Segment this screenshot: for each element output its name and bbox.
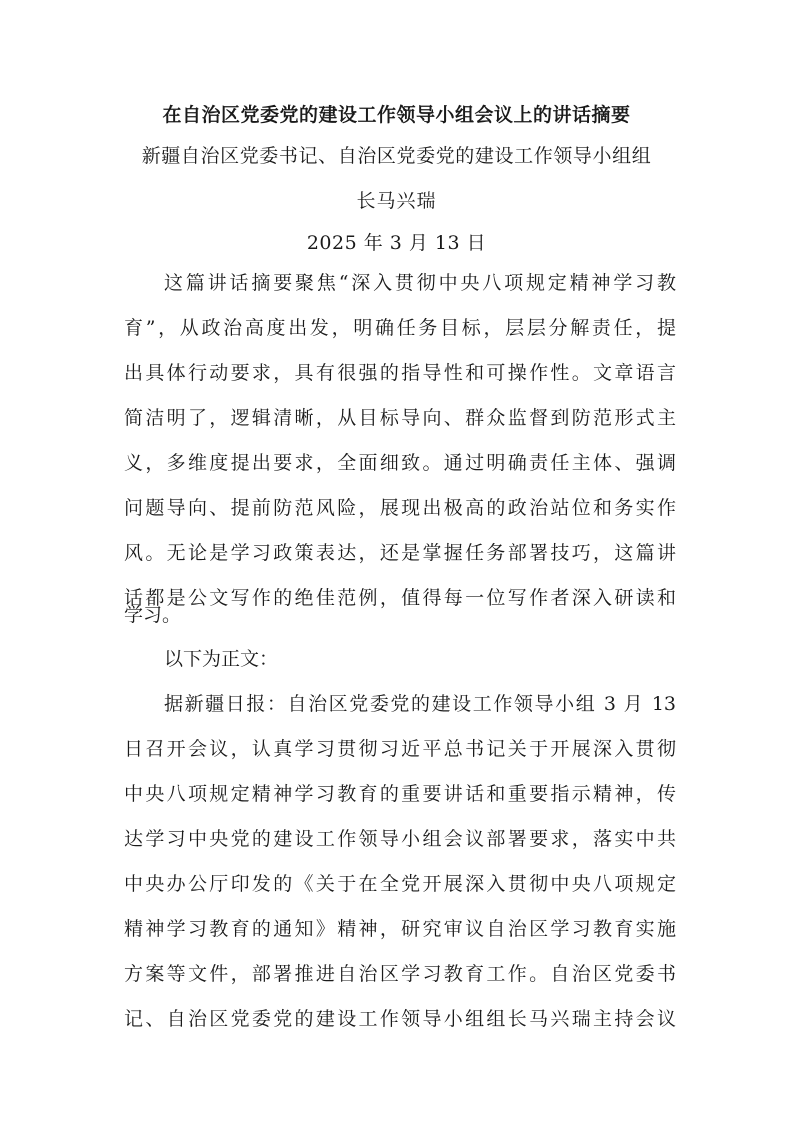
author-line-2: 长马兴瑞 (356, 190, 437, 212)
intro-line: 出具体行动要求，具有很强的指导性和可操作性。文章语言 (124, 362, 676, 384)
body-line: 日召开会议，认真学习贯彻习近平总书记关于开展深入贯彻 (124, 738, 676, 760)
document-title: 在自治区党委党的建设工作领导小组会议上的讲话摘要 (162, 104, 631, 126)
body-line: 中央八项规定精神学习教育的重要讲话和重要指示精神，传 (124, 783, 676, 805)
intro-line: 风。无论是学习政策表达，还是掌握任务部署技巧，这篇讲 (124, 542, 676, 564)
author-line-1: 新疆自治区党委书记、自治区党委党的建设工作领导小组组 (141, 145, 652, 167)
intro-line: 育”，从政治高度出发，明确任务目标，层层分解责任，提 (124, 317, 676, 339)
body-line: 中央办公厅印发的《关于在全党开展深入贯彻中央八项规定 (124, 873, 676, 895)
intro-line: 话都是公文写作的绝佳范例，值得每一位写作者深入研读和 (124, 587, 676, 609)
intro-line: 问题导向、提前防范风险，展现出极高的政治站位和务实作 (124, 497, 676, 519)
transition-line: 以下为正文： (164, 648, 279, 670)
body-line: 据新疆日报：自治区党委党的建设工作领导小组 3 月 13 (164, 693, 676, 715)
document-date: 2025 年 3 月 13 日 (306, 232, 487, 254)
intro-line: 学习。 (124, 604, 182, 626)
intro-line: 这篇讲话摘要聚焦“深入贯彻中央八项规定精神学习教 (164, 272, 676, 294)
body-line: 达学习中央党的建设工作领导小组会议部署要求，落实中共 (124, 828, 676, 850)
body-line: 方案等文件，部署推进自治区学习教育工作。自治区党委书 (124, 963, 676, 985)
intro-line: 简洁明了，逻辑清晰，从目标导向、群众监督到防范形式主 (124, 407, 676, 429)
body-line: 记、自治区党委党的建设工作领导小组组长马兴瑞主持会议 (124, 1008, 676, 1030)
body-line: 精神学习教育的通知》精神，研究审议自治区学习教育实施 (124, 918, 676, 940)
intro-line: 义，多维度提出要求，全面细致。通过明确责任主体、强调 (124, 452, 676, 474)
